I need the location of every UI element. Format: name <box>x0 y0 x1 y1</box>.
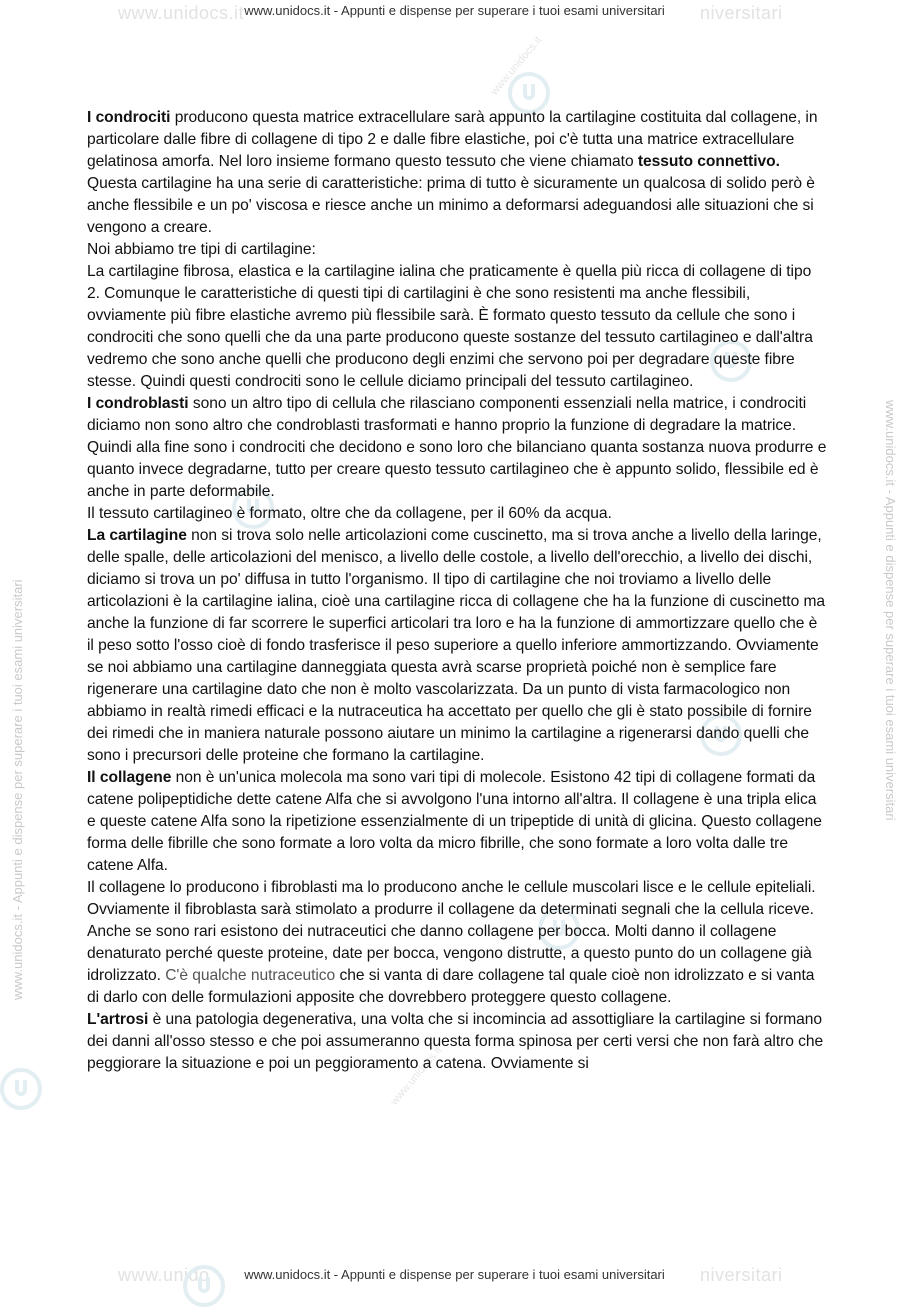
paragraph-text: producono questa matrice extracellulare sarà appunto la cartilagine costituita dal collagene, in particolare dalle fibre di collagene di tipo 2 e dalle fibre elastiche, poi c'è tutta una matrice extracellulare gelatinosa amorfa. Nel loro insieme formano questo tessuto che viene chiamato <box>87 109 818 170</box>
term-tessuto-connettivo: tessuto connettivo. <box>637 153 780 170</box>
header-ghost-watermark-left: www.unidocs.it <box>118 3 245 23</box>
paragraph-collagene <box>87 767 827 877</box>
header-ghost-watermark-right: niversitari <box>700 3 783 23</box>
document-body <box>87 107 827 1075</box>
paragraph-text: Il collagene lo producono i fibroblasti ma lo producono anche le cellule muscolari lisce e le cellule epiteliali. Ovviamente il fibroblasta sarà stimolato a produrre il collagene da determinati segnali che la cellula riceve. <box>87 879 816 918</box>
footer-watermark: www.unidocs.it - Appunti e dispense per superare i tuoi esami universitari <box>244 1267 665 1282</box>
unidocs-logo-watermark-icon <box>183 1265 225 1307</box>
paragraph-text: non è un'unica molecola ma sono vari tipi di molecole. Esistono 42 tipi di collagene formati da catene polipeptidiche dette catene Alfa che si avvolgono l'una intorno all'altra. Il collagene è una tripla elica e queste catene Alfa sono la ripetizione essenzialmente di un tripeptide di unità di glicina. Questo collagene forma delle fibrille che sono formate a loro volta da micro fibrille, che sono formate a loro volta dalle tre catene Alfa. <box>87 769 822 874</box>
diagonal-watermark-text: www.unidocs.it <box>388 1044 445 1108</box>
paragraph-text: Il tessuto cartilagineo è formato, oltre che da collagene, per il 60% da acqua. <box>87 505 612 522</box>
unidocs-logo-watermark-icon <box>0 1068 42 1110</box>
footer-ghost-watermark-left: www.unido <box>118 1265 210 1285</box>
paragraph-text: Questa cartilagine ha una serie di caratteristiche: prima di tutto è sicuramente un qualcosa di solido però è anche flessibile e un po' viscosa e riesce anche un minimo a deformarsi adeguandosi alle situazioni che si vengono a creare. <box>87 175 815 236</box>
paragraph-cartilagine-fibrosa <box>87 261 827 393</box>
header-watermark: www.unidocs.it - Appunti e dispense per superare i tuoi esami universitari <box>244 3 665 18</box>
paragraph-la-cartilagine <box>87 525 827 767</box>
paragraph-text-light: C'è qualche nutraceutico <box>165 967 336 984</box>
paragraph-fibroblasti <box>87 877 827 921</box>
footer-ghost-watermark-right: niversitari <box>700 1265 783 1285</box>
paragraph-text: non si trova solo nelle articolazioni come cuscinetto, ma si trova anche a livello della laringe, delle spalle, delle articolazioni del menisco, a livello delle costole, a livello dell'orecchio, a livello dei dischi, diciamo si trova un po' diffusa in tutto l'organismo. Il tipo di cartilagine che noi troviamo a livello delle articolazioni è la cartilagine ialina, cioè una cartilagine ricca di collagene che ha la funzione di cuscinetto ma anche la funzione di far scorrere le superfici articolari tra loro e ha la funzione di ammortizzare quello che è il peso sotto l'osso cioè di fondo trasferisce il peso superiore a quello inferiore ammortizzando. Ovviamente se noi abbiamo una cartilagine danneggiata questa avrà scarse proprietà poiché non è semplice fare rigenerare una cartilagine dato che non è molto vascolarizzata. Da un punto di vista farmacologico non abbiamo in realtà rimedi efficaci e la nutraceutica ha accettato per quello che gli è stato possibile di fornire dei rimedi che in maniera naturale possono aiutare un minimo la cartilagine a rigenerarsi dando quelli che sono i precursori delle proteine che formano la cartilagine. <box>87 527 826 764</box>
term-il-collagene: Il collagene <box>87 769 172 786</box>
paragraph-text: Noi abbiamo tre tipi di cartilagine: <box>87 241 316 258</box>
paragraph-text: La cartilagine fibrosa, elastica e la cartilagine ialina che praticamente è quella più ricca di collagene di tipo 2. Comunque le caratteristiche di questi tipi di cartilagini è che sono resistenti ma anche flessibili, ovviamente più fibre elastiche avremo più flessibile sarà. È formato questo tessuto da cellule che sono i condrociti che sono quelli che da una parte producono queste sostanze del tessuto cartilagineo e dall'altra vedremo che sono anche quelli che producono degli enzimi che servono poi per degradare queste fibre stesse. Quindi questi condrociti sono le cellule diciamo principali del tessuto cartilagineo. <box>87 263 813 390</box>
paragraph-condrociti <box>87 107 827 239</box>
term-condroblasti: I condroblasti <box>87 395 189 412</box>
paragraph-nutraceutici <box>87 921 827 1009</box>
term-condrociti: I condrociti <box>87 109 171 126</box>
paragraph-text: sono un altro tipo di cellula che rilasciano componenti essenziali nella matrice, i condrociti diciamo non sono altro che condroblasti trasformati e hanno proprio la funzione di degradare la matrice. Quindi alla fine sono i condrociti che decidono e sono loro che bilanciano quanta sostanza nuova produrre e quanto invece degradarne, tutto per creare questo tessuto cartilagineo che è appunto solido, flessibile ed è anche in parte deformabile. <box>87 395 827 500</box>
diagonal-watermark-text: www.unidocs.it <box>488 34 545 98</box>
left-side-watermark: www.unidocs.it - Appunti e dispense per superare i tuoi esami universitari <box>10 579 25 1000</box>
paragraph-text: che si vanta di dare collagene tal quale cioè non idrolizzato e si vanta di darlo con delle formulazioni apposite che dovrebbero proteggere questo collagene. <box>87 967 815 1006</box>
term-artrosi: L'artrosi <box>87 1011 149 1028</box>
paragraph-text: è una patologia degenerativa, una volta che si incomincia ad assottigliare la cartilagine si formano dei danni all'osso stesso e che poi assumeranno questa forma spinosa per certi versi che non farà altro che peggiorare la situazione e poi un peggioramento a catena. Ovviamente si <box>87 1011 824 1072</box>
paragraph-tessuto-acqua <box>87 503 827 525</box>
paragraph-tipi-cartilagine <box>87 239 827 261</box>
paragraph-artrosi <box>87 1009 827 1075</box>
term-la-cartilagine: La cartilagine <box>87 527 187 544</box>
right-side-watermark: www.unidocs.it - Appunti e dispense per superare i tuoi esami universitari <box>883 400 898 821</box>
paragraph-condroblasti <box>87 393 827 503</box>
paragraph-text: Anche se sono rari esistono dei nutraceutici che danno collagene per bocca. Molti danno il collagene denaturato perché queste proteine, date per bocca, vengono distrutte, a questo punto do un collagene già idrolizzato. <box>87 923 812 984</box>
